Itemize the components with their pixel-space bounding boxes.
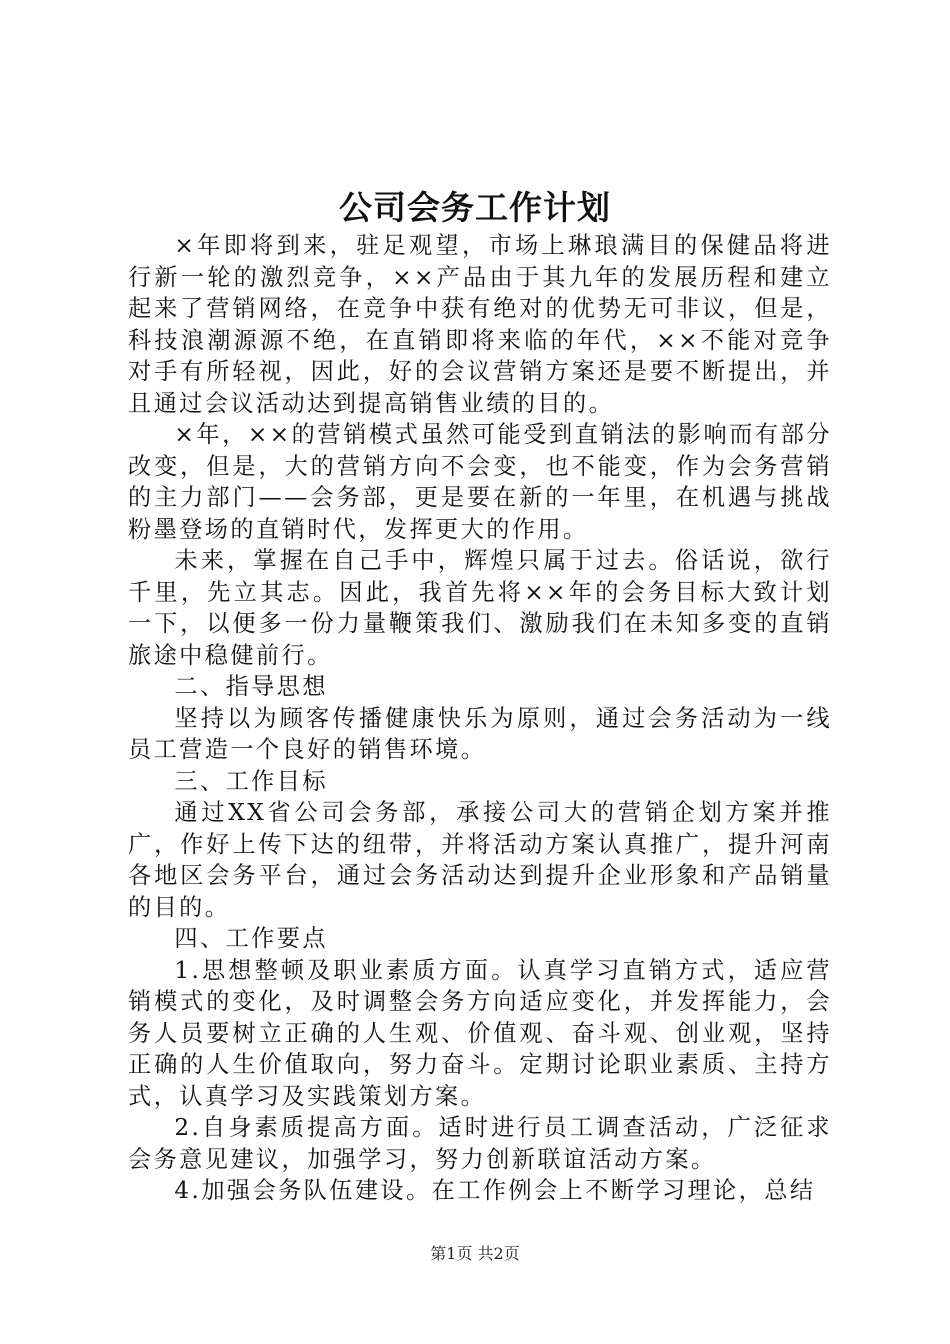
paragraph-point-2: 2.自身素质提高方面。适时进行员工调查活动，广泛征求会务意见建议，加强学习，努力创新联谊活动方案。 (128, 1114, 832, 1173)
paragraph-guiding-ideology: 坚持以为顾客传播健康快乐为原则，通过会务活动为一线员工营造一个良好的销售环境。 (128, 704, 832, 763)
document-body (128, 230, 832, 1207)
paragraph-work-goals: 通过XX省公司会务部，承接公司大的营销企划方案并推广，作好上传下达的纽带，并将活动方案认真推广，提升河南各地区会务平台，通过会务活动达到提升企业形象和产品销量的目的。 (128, 799, 832, 921)
page-number-footer: 第1页 共2页 (430, 1244, 520, 1263)
paragraph-point-4: 4.加强会务队伍建设。在工作例会上不断学习理论，总结 (174, 1177, 816, 1204)
paragraph-point-1: 1.思想整顿及职业素质方面。认真学习直销方式，适应营销模式的变化，及时调整会务方向适应变化，并发挥能力，会务人员要树立正确的人生观、价值观、奋斗观、创业观，坚持正确的人生价值取向，努力奋斗。定期讨论职业素质、主持方式，认真学习及实践策划方案。 (128, 956, 832, 1110)
section-heading-work-points: 四、工作要点 (174, 925, 328, 952)
section-heading-work-goals: 三、工作目标 (174, 767, 328, 795)
paragraph-intro-3: 未来，掌握在自己手中，辉煌只属于过去。俗话说，欲行千里，先立其志。因此，我首先将××年的会务目标大致计划一下，以便多一份力量鞭策我们、激励我们在未知多变的直销旅途中稳健前行。 (128, 547, 832, 669)
paragraph-intro-1: ×年即将到来，驻足观望，市场上琳琅满目的保健品将进行新一轮的激烈竞争，××产品由于其九年的发展历程和建立起来了营销网络，在竞争中获有绝对的优势无可非议，但是，科技浪潮源源不绝，在直销即将来临的年代，××不能对竞争对手有所轻视，因此，好的会议营销方案还是要不断提出，并且通过会议活动达到提高销售业绩的目的。 (128, 232, 832, 417)
paragraph-intro-2: ×年，××的营销模式虽然可能受到直销法的影响而有部分改变，但是，大的营销方向不会变，也不能变，作为会务营销的主力部门——会务部，更是要在新的一年里，在机遇与挑战粉墨登场的直销时代，发挥更大的作用。 (128, 421, 832, 543)
document-title: 公司会务工作计划 (339, 188, 611, 227)
section-heading-guiding-ideology: 二、指导思想 (174, 673, 328, 700)
